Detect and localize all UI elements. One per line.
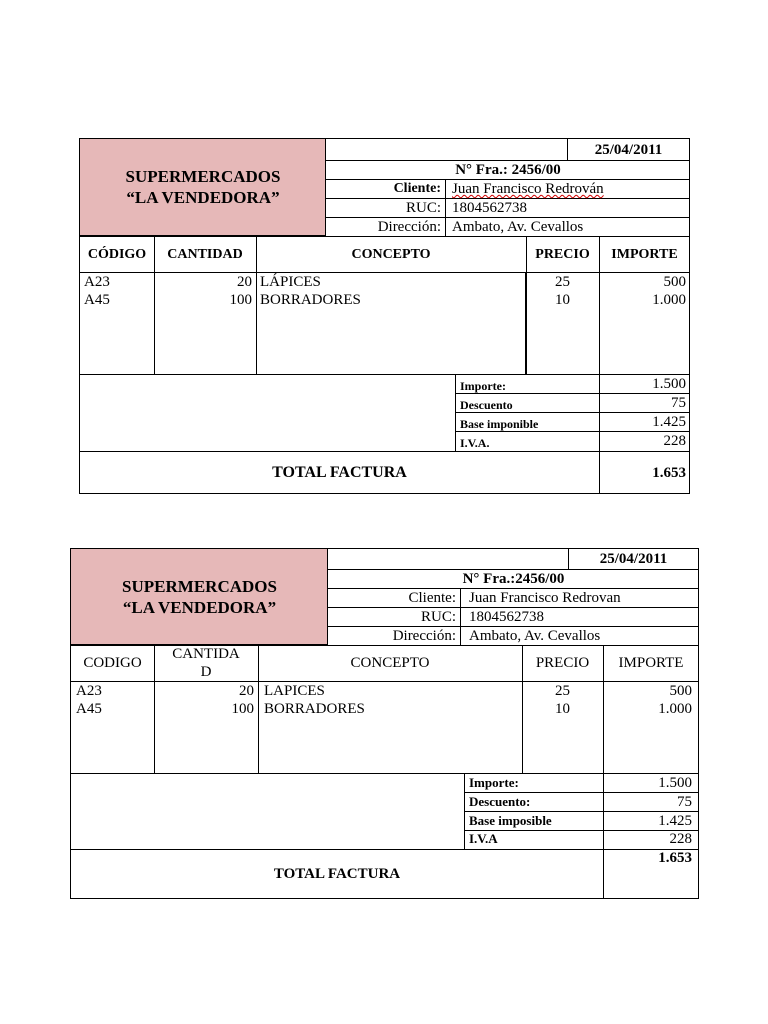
item-price: 25 [555, 683, 570, 699]
ruc-value: 1804562738 [469, 609, 544, 625]
summary-label: Descuento: [469, 794, 531, 809]
invoice-number: N° Fra.:2456/00 [462, 571, 565, 587]
ruc-value: 1804562738 [452, 200, 527, 216]
summary-label: Base imposible [469, 813, 552, 828]
item-amount: 500 [669, 683, 692, 699]
item-quantity: 100 [231, 701, 254, 717]
client-label: Cliente: [393, 181, 441, 196]
summary-value: 1.425 [652, 414, 686, 430]
summary-label: I.V.A. [460, 436, 490, 450]
address-label: Dirección: [377, 219, 441, 235]
header-quantity: CANTIDA D [172, 646, 240, 680]
summary-label: Importe: [469, 775, 519, 790]
ruc-label: RUC: [420, 609, 456, 625]
client-value: Juan Francisco Redrován [452, 181, 604, 197]
item-concept: LÁPICES [260, 274, 321, 290]
summary-label: I.V.A [469, 831, 498, 846]
item-code: A23 [84, 274, 110, 290]
summary-value: 1.500 [658, 775, 692, 791]
header-concept: CONCEPTO [351, 247, 431, 262]
header-code: CODIGO [83, 655, 142, 671]
item-amount: 500 [663, 274, 686, 290]
header-amount: IMPORTE [618, 655, 684, 671]
summary-value: 1.500 [652, 376, 686, 392]
item-price: 10 [555, 701, 570, 717]
invoice-2 [70, 548, 699, 899]
total-value: 1.653 [652, 465, 686, 481]
summary-value: 1.425 [658, 813, 692, 829]
address-value: Ambato, Av. Cevallos [452, 219, 584, 235]
summary-value: 228 [669, 831, 692, 847]
address-label: Dirección: [392, 628, 456, 644]
item-amount: 1.000 [658, 701, 692, 717]
summary-label: Descuento [460, 398, 513, 412]
item-concept: LAPICES [264, 683, 325, 699]
client-label: Cliente: [408, 590, 456, 606]
item-code: A23 [76, 683, 102, 699]
total-value: 1.653 [658, 850, 692, 866]
item-price: 10 [555, 292, 570, 308]
invoice-date: 25/04/2011 [594, 142, 663, 158]
invoice-number: N° Fra.: 2456/00 [455, 162, 561, 178]
item-code: A45 [76, 701, 102, 717]
item-code: A45 [84, 292, 110, 308]
invoice-date: 25/04/2011 [599, 551, 668, 567]
ruc-label: RUC: [405, 200, 441, 216]
item-amount: 1.000 [652, 292, 686, 308]
item-concept: BORRADORES [264, 701, 365, 717]
header-concept: CONCEPTO [350, 655, 430, 671]
header-amount: IMPORTE [611, 247, 678, 262]
header-price: PRECIO [535, 247, 590, 262]
item-concept: BORRADORES [260, 292, 361, 308]
item-quantity: 100 [229, 292, 252, 308]
item-quantity: 20 [237, 274, 252, 290]
summary-label: Importe: [460, 379, 506, 393]
client-value: Juan Francisco Redrovan [469, 590, 621, 606]
total-label: TOTAL FACTURA [272, 464, 407, 481]
invoice-1 [79, 138, 690, 494]
total-label: TOTAL FACTURA [273, 866, 401, 882]
header-price: PRECIO [535, 655, 590, 671]
store-name: SUPERMERCADOS “LA VENDEDORA” [122, 577, 277, 617]
summary-label: Base imponible [460, 417, 539, 431]
item-price: 25 [555, 274, 570, 290]
summary-value: 228 [663, 433, 686, 449]
item-quantity: 20 [239, 683, 254, 699]
header-quantity: CANTIDAD [167, 247, 243, 262]
address-value: Ambato, Av. Cevallos [469, 628, 601, 644]
store-name: SUPERMERCADOS “LA VENDEDORA” [125, 167, 281, 207]
summary-value: 75 [677, 794, 692, 810]
header-code: CÓDIGO [87, 247, 147, 262]
summary-value: 75 [671, 395, 686, 411]
